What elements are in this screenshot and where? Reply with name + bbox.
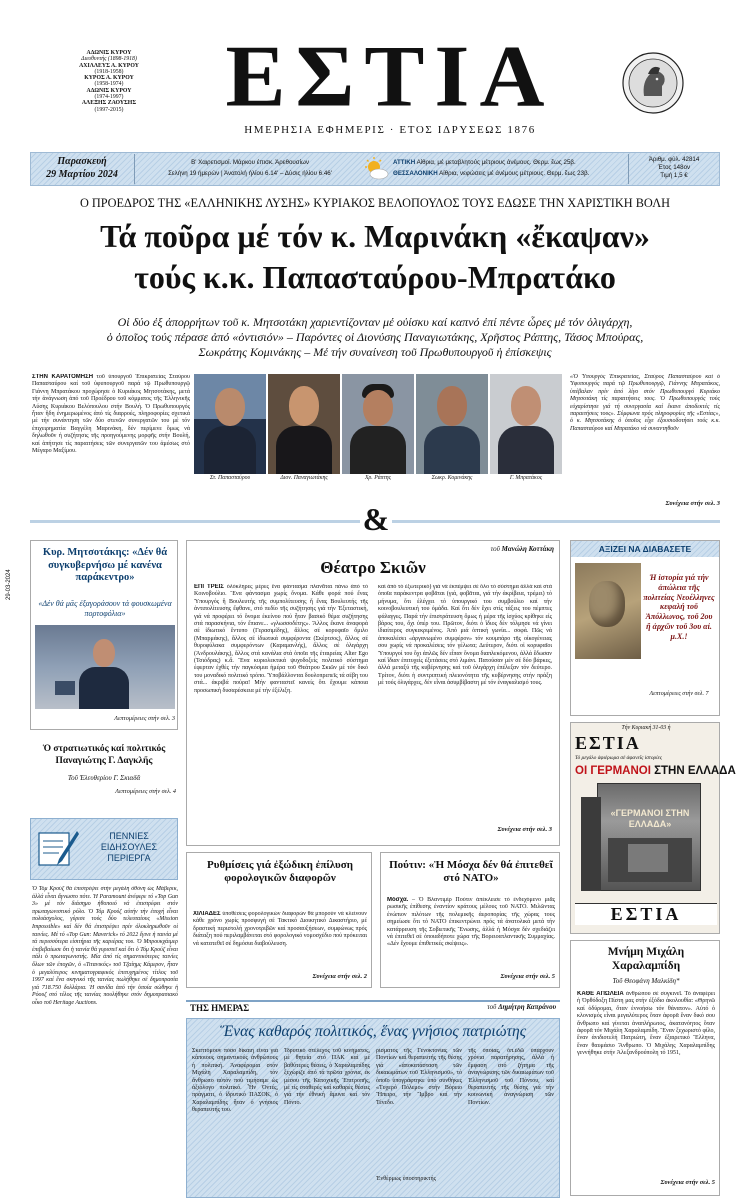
issue-price: Τιμή 1,5 € (660, 172, 688, 179)
ampersand-divider-left (30, 520, 360, 523)
tis-imeras-title: Ἕνας καθαρός πολιτικός, ἕνας γνήσιος πατριώτης (219, 1023, 527, 1040)
daglis-box (30, 740, 178, 810)
axizei-box (570, 540, 720, 716)
tis-imeras-col-1: Σκεπτόμουν πόσο δίκαιη εἶναι γιά κάποιους σημαντικούς ἀνθρώπους ἡ πολιτική. Ἀναφέρομαι στόν Μιχάλη Χαραλαμπίδη, τόν ἄνθρωπο αὐτόν πού τιμήσαμε ὡς ἀξιόλογο πολιτικό. Ἦν Ὀντές, πράγματι, ὁ ἱδρυτικό ΠΑΣΟΚ, ὁ Χαραλαμπίδης ἦταν ὁ γνήσιος θεραπευτής του. (192, 1048, 278, 1114)
caption-4: Σωκρ. Κομινάκης (431, 475, 473, 481)
daglis-more: Λεπτομέρειες στήν σελ. 4 (115, 788, 176, 795)
founder-5-years: (1997-2015) (94, 106, 124, 113)
photo-strip (194, 374, 564, 484)
founder-1: ΑΔΩΝΙΣ ΚΥΡΟΥ (86, 50, 132, 56)
founder-4-years: (1974-1997) (94, 94, 124, 101)
charalampidis-title: Μνήμη Μιχάλη Χαραλαμπίδη (607, 946, 685, 972)
putin-article (387, 897, 555, 971)
fiscal-more: Συνέχεια στήν σελ. 2 (312, 973, 367, 980)
mitsotakis-subtitle: «Δέν θά μᾶς ἐξαγοράσουν τά φουσκωμένα πορτοφόλια» (38, 599, 172, 618)
portrait-bratakos (490, 374, 562, 474)
putin-more: Συνέχεια στήν σελ. 5 (500, 973, 555, 980)
charalampidis-article (577, 991, 715, 1177)
tis-imeras-label: ΤΗΣ ΗΜΕΡΑΣ (190, 1003, 250, 1013)
putin-lead-in: Μόσχα. (387, 897, 409, 903)
theatro-title: Θέατρο Σκιῶν (320, 558, 426, 577)
weather-attica-label: ΑΤΤΙΚΗ (393, 159, 416, 166)
putin-title: Πούτιν: «Ἡ Μόσχα δέν θά ἐπιτεθεῖ στό ΝΑΤΟ» (389, 859, 553, 884)
vertical-date-text: 29-03-2024 (6, 569, 12, 600)
periergeia-text: Ὁ Τόμ Κρούζ θά ἐπιστρέψει στήν μεγάλη ὀθόνη ὡς Μάβερικ, ἀλλά εἶναι ἄγνωστο πότε. Ἡ Paramount ἀνέφερε τό «Top Gun 3» μέ τόν διάσημο ἠθοποιό νά ἐπιστρέφει στόν πρωταγωνιστικό ρόλο. Ὁ Τόμ Κρούζ αὐτήν τήν ἐποχή εἶναι πολυάσχολος, γύρισε τούς δύο τελευταίους «Mission Impossible» καί δέν θά ἐπιστρέψει πρίν ὁλοκληρωθοῦν οἱ ταινίες. Μέ τό «Top Gun: Maverick» τό 2022 ἔγινε ἡ ταινία μέ τά περισσότερα εἰσιτήρια τῆς καριέρας του. Ὁ Μπρουκχάιμερ ἐπιβεβαίωσε ὅτι ἡ ταινία θά γυριστεῖ καί ὅτι ὁ Τόμ Κρούζ εἶναι πάλι ὁ πρωταγωνιστής. Μία ἀπό τίς σημαντικότερες ταινίες ὅλων τῶν ἐποχῶν, ὁ «Τιτανικός» τοῦ Τζαίημς Κάμερον, ἦταν ὁ μεγαλύτερος κινηματογραφικός ἐπιτυχημένος τίτλος τοῦ 1997 καί ἕνα σκηνικό τῆς ταινίας πωλήθηκε σέ δημοπρασία γιά 718.750 δολλάρια. Ἡ σανίδα ἀπό τήν ὁποία σώθηκε ἡ Ρόουζ στό τέλος τῆς ταινίας πουλήθηκε στόν δημοπρασιακό οἶκο τοῦ Heritage Auctions. (32, 886, 178, 1006)
weather-sun-cloud-icon (362, 156, 390, 182)
charalampidis-lead-in: ΚΑΘΕ ΑΠΩΛΕΙΑ (577, 991, 624, 997)
issue-number: Άριθμ. φύλ. 42814 (648, 156, 700, 163)
theatro-col-1 (194, 584, 368, 838)
deck-line-2: ὁ ὁποῖος τούς πέρασε ἀπό «ὀντισιόν» – Παρόντες οἱ Διονύσης Παναγιωτάκης, Χρῆστος Ράπτης, Τάσος Μπούρας, (106, 330, 644, 344)
book-headline-red: ΟΙ ΓΕΡΜΑΝΟΙ (575, 765, 651, 777)
putin-box (380, 852, 560, 988)
theatro-col-1-text: ὁλόκληρες μέρες ἕνα φάντασμα πλανᾶται πάνω ἀπό τό Κοινοβούλιο. Ἕνα φάντασμα χωρίς ὄνομα. Κάθε φορά πού ἕνας Ὑπουργός ἤ Βουλευτής τῆς συμπολίτευσης ἤ ἕνας Βουλευτής τῆς ἀντιπολίτευσης ἔφθανε, στό πεδίο τῆς συζήτησης γιά τήν Ἐξεταστική, γιά νά προφέρει τό ὄνομα ἐκείνου πού ἦταν βασικό θέμα συζήτησης στά παρασκήνια, τόν ἔπιανε... «γλωσσοδέτης». Ἄλλος ἔκανε ἀναφορά σέ ἰδιωτικό ἔντυπο (Γερασιμίδης), ἄλλος σέ κορυφαῖο ὅμιλο (Μπαρμάκης), ἄλλος σέ ἰδιωτικά συμφέροντα (Σκέρτσος), ἄλλος σέ θυροφύλακα συμφερόντων (Καραμανλής), ἄλλος σέ ὀλιγάρχη (Ἀνδρουλάκης), ἄλλος στά κανάλια στά ὁποῖα τῆς ἑταιρείας Alter Ego (Τσιόδρας) κ.ἄ. Ἕνα κυριολεκτικά ψυχοδοξείς πολιτικό σύστημα έφερταν ἐχθές τήν παγκόσμια ἡμέρα τοῦ Θεάτρου Σκιῶν μέ τόν δικό του μοναδικό πολιτικό τρόπο. Ὑποβάλλονται δουλοπρεπεῖς τά σέβη του στά... ἀκριβά πούρα! Μήν φανταστεῖ κανείς ὅτι ἔχουμε κάποια προσωπική δυσαρέσκεια μέ τήν ἐξέλιξη. (194, 584, 368, 694)
periergeia-title: ΠΕΝΝΙΕΣ ΕΙΔΗΣΟΥΛΕΣ ΠΕΡΙΕΡΓΑ (100, 831, 158, 863)
book-bottom-masthead: ΕΣΤΙΑ (575, 903, 717, 925)
daglis-author: Τοῦ Ἐλευθερίου Γ. Σκιαδᾶ (67, 774, 141, 782)
founder-2-years: (1918-1958) (94, 68, 124, 75)
book-cover-title: «ΓΕΡΜΑΝΟΙ ΣΤΗΝ ΕΛΛΑΔΑ» (610, 808, 690, 829)
athena-seal-icon (622, 52, 684, 114)
tis-imeras-author: Δημήτρη Καπράνου (498, 1003, 556, 1011)
caption-1: Στ. Παπασταύρου (209, 475, 251, 481)
mitsotakis-box (30, 540, 178, 730)
kicker: Ο ΠΡΟΕΔΡΟΣ ΤΗΣ «ΕΛΛΗΝΙΚΗΣ ΛΥΣΗΣ» ΚΥΡΙΑΚΟΣ ΒΕΛΟΠΟΥΛΟΣ ΤΟΥΣ ΕΔΩΣΕ ΤΗΝ ΧΑΡΙΣΤΙΚΗ ΒΟΛΗ (79, 196, 671, 210)
vertical-date (6, 530, 16, 610)
portrait-raptis (342, 374, 414, 474)
portrait-papastavrou (194, 374, 266, 474)
ampersand-divider-right (392, 520, 720, 523)
founder-2: ΑΧΙΛΛΕΥΣ Α. ΚΥΡΟΥ (79, 62, 139, 69)
issue-info (630, 156, 718, 180)
axizei-title: ΑΞΙΖΕΙ ΝΑ ΔΙΑΒΑΣΕΤΕ (571, 541, 719, 557)
fiscal-box (186, 852, 372, 988)
pen-icon (37, 829, 81, 869)
book-promo (570, 722, 736, 934)
portrait-panagiotakis (268, 374, 340, 474)
fiscal-title: Ρυθμίσεις γιά ἐξώδικη ἐπίλυση φορολογικῶν διαφορῶν (207, 859, 353, 884)
book-tagline: Τό μεγάλο ἀφιέρωμα σέ ἀφανεῖς ἱστορίες (575, 755, 662, 761)
ampersand: & (362, 501, 390, 537)
tis-imeras-col-3: ρίσματος τῆς Γενοκτονίας τῶν Ποντίων καί θεραπευτής τῆς θέσης γιά «ἀποκατάσταση τῶν δικαιωμάτων τοῦ Ἑλληνισμοῦ», τό ὁποῖο ὑπογράφτηκε ὑπό συνθήκες «Τυχερό Πόλεμο» στήν Βόρειο Ἤπειρο, τήν Ἴμβρο καί τήν Τένεδο. (376, 1048, 462, 1106)
lead-lead-in: ΣΤΗΝ ΚΑΡΑΤΟΜΗΣΗ (32, 374, 94, 380)
lead-continue: Συνέχεια στήν σελ. 3 (665, 500, 720, 507)
info-day: Παρασκευή (57, 156, 107, 167)
book-cover (597, 783, 701, 891)
tis-imeras-byline (380, 1003, 556, 1011)
theatro-author-pre: τοῦ (490, 545, 500, 553)
caption-2: Διον. Παναγιωτάκης (280, 475, 328, 481)
caption-3: Χρ. Ράπτης (364, 475, 391, 481)
tis-imeras-author-pre: τοῦ (487, 1003, 497, 1011)
putin-text: – Ὁ Βλαντιμίρ Πούτιν ἀπέκλεισε τό ἐνδεχόμενο μιᾶς ρωσικῆς ἐπίθεσης ἐναντίον κράτους μέλους τοῦ ΝΑΤΟ. Μιλῶντας ἐνώπιον πιλότων τῆς πολεμικῆς ἀεροπορίας τῆς χώρας τους σημείωσε ὅτι τό ΝΑΤΟ ἐπικεντρώνει πρός τά ἀνατολικά μετά τήν κατάρρευση τῆς Σοβιετικῆς Ἕνωσης, ἀλλά ἡ Μόσχα δέν σχεδιάζει νά ἐπιτεθεῖ σέ ὁποιαδήποτε χώρα τῆς Βορειοατλαντικῆς Συμμαχίας. «Δέν ἔχουμε ἐπιθετικές σκέψεις». (387, 897, 555, 948)
daglis-title: Ὁ στρατιωτικός καί πολιτικός Παναγιώτης Γ. Δαγκλῆς (42, 744, 166, 766)
axizei-more: Λεπτομέρειες στήν σελ. 7 (649, 691, 709, 697)
theatro-col-2: καί ἀπό τό ἐξωτερικό) γιά νά ἐκπέμψει σέ ὅλο τό σύστημα ἀλλά καί στά ὁποῖα παράκεντρα φοβᾶται (γιά, φοβᾶται, γιά τήν ἀκρίβεια, τρέμει) τό μήνυμα, ὅτι ἐλέγχει τό ὑπουργικό του συμβούλιο καί τήν κοινοβουλευτική του ὁμάδα. Καί ὅτι δέν ἔχει στίς τάξεις του πέμπτες φάλαγγες. Παρά τήν ἐπιστράτευση ὅμως ἡ μέρα τῆς ἰσχύος κρίθηκε εἰς βάρος του, ὄχι ὑπέρ του. Πρῶτον, διότι ὁ ἴδιος δέν τόλμησε νά γίνει ἰδιαίτερος συγκεκριμένος. Ἀπό μιά ὁπτική γωνία... σοφά. Πῶς νά ἀποκαλέσει «ἀργανωμένο συμφέρον» τόν κουμπάρο τῆς οἰκογένειας σου χωρίς νά προκαλέσεις τόν γέλωτα; Δεύτερον, διότι οἱ κορυφαῖοι Ὑπουργοί του ὄχι ἁπλῶς δέν εἶπαν ὄνομα διαπλεκόμενου, ἀλλά ἔδωσαν καί ἴδιαν ἐπιτυχείς ἐξετάσεις στό λιμάνι. Πατούσαν μέν σέ δύο βάρκες, ἀλλά μεταξύ τῆς κυβέρνησης καί τοῦ ὀλιγάρχη ἐπέλεξαν τόν δεύτερο. Τρίτον, διότι ἡ συντριπτική πλειονότητα τῆς κυβέρνησης στήν πράξη μέ τούς ὀλιγάρχες, δέν εἶναι ἀσυμβίβαστη μέ τόν ἐναγκαλισμό τους. (378, 584, 552, 687)
headline-line-2: τούς κ.κ. Παπασταύρου-Μπρατάκο (134, 259, 616, 295)
weather-thess-text: Αίθρια, νεφώσεις μέ άνέμους μέτριους. Θερμ. ἕως 23β. (439, 170, 590, 177)
deck-line-1: Οἱ δύο ἐξ ἀπορρήτων τοῦ κ. Μητσοτάκη χαριεντίζονταν μέ οὐίσκυ καί καπνό ἐπί πέντε ὧρες μέ τόν ὀλιγάρχη, (117, 315, 633, 329)
lead-text: τοῦ ὑπουργοῦ Ἐπικρατείας Σταύρου Παπασταύρου καί τοῦ ὑφυπουργοῦ παρά τῷ Πρωθυπουργῷ Γιάννη Μπρατάκου προχώρησε ὁ Κυριάκος Μητσοτάκης, μετά τήν ἀνάγνωση ἀπό τοῦ Προέδρου τοῦ κόμματος τῆς Ἑλληνικῆς Λύσης Κυριάκου Βελόπουλου στήν Βουλή. Ὁ Πρωθυπουργός ἦταν ἤδη ἐνημερωμένος ἀπό τίς διαρροές, πληροφορίες σχετικά μέ τήν συνάντηση τῶν δύο στενῶν συνεργατῶν του μέ τόν ἐπιχειρηματία Βαγγέλη Μαρινάκη, δέν περίμενε ὅμως νά δηλωθοῦν ἡ συζήτησις τῆς προηγούμενης μορφῆς στήν Βουλή, καί ἀπήτησε τίς παραιτήσεις τῶν συνεργατῶν του ἀμέσως στό Μέγαρο Μαξίμου. (32, 374, 190, 455)
theatro-more: Συνέχεια στήν σελ. 3 (497, 826, 552, 833)
weather-attica-text: Αίθρια, μέ μεταβλητούς μέτριους άνέμους. Θερμ. ἕως 25β. (416, 159, 576, 166)
book-label: Τήν Κυριακή 31-03 ἡ (621, 725, 671, 731)
apollo-head-photo (575, 563, 641, 659)
weather-attica (393, 159, 625, 166)
tis-imeras-col-2: Ἱδρυτικό στέλεχος τοῦ κινήματος, μέ θητεία στό ΠΑΚ καί μέ βαθύτερες θέσεις, ὁ Χαραλαμπίδης ξεχώριζε ἀπό τά πρῶτα χρόνια, ἐκ μέσου τῆς Κατοχικῆς Ἐπιτροπῆς, μέ τίς σταθερές καί καθαρές θέσεις γιά τήν ἐθνική ἄμυνα καί τόν Πόντο. (284, 1048, 370, 1106)
mitsotakis-more: Λεπτομέρειες στήν σελ. 3 (114, 715, 175, 722)
info-saints: Β' Χαιρετισμοί. Μάρκου έπισκ. Άρεθουσίων (191, 159, 309, 166)
charalampidis-author: Τοῦ Θεοφάνη Μαλκίδη* (612, 977, 680, 985)
founder-1-note: Διευθυντής (1898-1918) (81, 56, 137, 63)
fiscal-text: ὑποθέσεις φορολογικών διαφορών θά μπορούν νά κλείνουν κάθε χρόνο χωρίς προσφυγή σέ Τακτικό Διοικητικό Δικαστήριο, μέ δραστική περιστολή χρονοτριβῶν καί προσαυξήσεων, συμφώνως πρός διάταξη πού περιλαμβάνεται στό φορολογικό νομοσχέδιο πού πρόκειται νά κατατεθεῖ σέ δημόσια διαβούλευση. (193, 911, 367, 947)
founders-list (44, 50, 174, 113)
founder-4: ΑΔΩΝΙΣ ΚΥΡΟΥ (86, 87, 132, 94)
tis-imeras-col-4: τῆς ὁποίας, ὅπ.ἐδῶ ὑπάρχουν χρόνια παρατήρησης, ἀλλά ἡ ἔμφαση στό ζήτημα τῆς ἀναγνώρισης τῶν δικαιωμάτων τοῦ Ἑλληνισμοῦ τοῦ Πόντου, καί θεραπευτής τῆς θέσης γιά τήν κοινωνική ἀναγνώριση τῶν Ποντίων. (468, 1048, 554, 1106)
issue-year: Έτος 148ον (657, 164, 691, 171)
axizei-text: Ἡ ἱστορία γιά τήν ἀπώλεια τῆς πολιτείας Νεοέλληνες κεφαλή τοῦ Ἀπόλλωνος, τοῦ 2ου ἤ ἀρχῶν τοῦ 3ου αἰ. μ.Χ.! (643, 573, 715, 641)
periergeia-header (30, 818, 178, 880)
founder-3-years: (1958-1974) (94, 81, 124, 88)
theatro-lead-in: ΕΠΙ ΤΡΕΙΣ (194, 584, 224, 590)
tis-imeras-rule (186, 1000, 560, 1002)
weather-thess (393, 170, 625, 177)
tis-imeras-more: Ἐνθέρμως ὑποστηρικτής (376, 1176, 436, 1182)
deck-line-3: Σωκράτης Κομινάκης – Μέ τήν συναίνεση τοῦ Πρωθυπουργοῦ ἡ ἐπίσκεψις (198, 345, 552, 359)
masthead-subtitle: ΗΜΕΡΗΣΙΑ ΕΦΗΜΕΡΙΣ · ΕΤΟΣ ΙΔΡΥΣΕΩΣ 1876 (244, 124, 536, 136)
fiscal-lead-in: ΧΙΛΙΑΔΕΣ (193, 911, 221, 917)
lead-article (32, 374, 190, 486)
fiscal-article (193, 911, 367, 971)
masthead-title: ΕΣΤΙΑ (225, 27, 555, 126)
book-cover-shadow (581, 797, 601, 891)
headline-line-1: Τά ποῦρα μέ τόν κ. Μαρινάκη «ἔκαψαν» (100, 218, 650, 254)
book-headline-black: ΣΤΗΝ ΕΛΛΑΔΑ (654, 765, 736, 777)
book-masthead: ΕΣΤΙΑ (575, 733, 641, 753)
caption-5: Γ. Μπρατάκος (509, 475, 543, 481)
info-sun: Σελήνη 19 ήμερών | Άνατολή ήλίου 6.14' – Δύσις ήλίου 6.46' (168, 170, 332, 177)
portrait-kominakis (416, 374, 488, 474)
mitsotakis-title: Κυρ. Μητσοτάκης: «Δέν θά συγκυβερνήσω μέ κανένα παράκεντρο» (42, 547, 168, 583)
founder-5: ΑΛΕΞΗΣ ΖΑΟΥΣΗΣ (81, 100, 137, 107)
theatro-author: Μανώλη Κοττάκη (501, 545, 554, 553)
weather-thess-label: ΘΕΣΣΑΛΟΝΙΚΗ (393, 170, 438, 177)
book-headline (575, 765, 736, 777)
founder-3: ΚΥΡΟΣ Α. ΚΥΡΟΥ (84, 75, 134, 82)
charalampidis-text: ἀνθρώπου σέ συγκινεῖ. Τό ἀναφέρει ἡ Ὀρθόδοξη Πίστη μας στήν ἐξόδιο ἀκολουθία: «Θρηνῶ καί ὀδύρομαι, ὅταν ἐννοήσω τόν θάνατον». Αὐτό ὁ κλονισμός εἶναι μεγαλύτερος ὅταν ἀφορᾶ ἕναν δικό σου ἄνθρωπο καί γίνεται ἀναπλήρωτος, ἀκατανόητος ὅταν ἀφορᾶ τόν Μιχάλη Χαραλαμπίδη. Ἕναν ξεχωριστό φίλο, ἕναν ἀνιδιοτελή Πατριώτη, ἕναν ἐξαιρετικό Ἕλληνα, ἕναν θαυμάσιο Ἄνθρωπο. Ὁ Μιχάλης Χαραλαμπίδης γεννήθηκε στήν Ἀλεξανδρούπολη τό 1951, (577, 991, 715, 1057)
lead-quote-right: «Ὁ Ὑπουργός Ἐπικρατείας, Σταύρος Παπασταύρου καί ὁ Ὑφυπουργός παρά τῷ Πρωθυπουργῷ, Γιάννης Μπρατάκος, ὑπέβαλαν πρίν ἀπό λίγο στόν Πρωθυπουργό Κυριάκο Μητσοτάκη τίς παραιτήσεις τους. Ὁ Πρωθυπουργός τούς εὐχαρίστησε γιά τή συνεργασία καί ἔκανε ἀποδεκτές τίς παραιτήσεις τους». Σύμφωνα πρός πληροφορίες τῆς «Εστίας», ὁ κ. Μητσοτάκης ὁ ὁποῖος εἶχε ἐξουσιοδοτήσει τούς κ.κ. Παπασταύρου καί Μπρατάκο νά συναντηθοῦν (570, 374, 720, 432)
deck (30, 315, 720, 360)
charalampidis-box (570, 940, 720, 1196)
info-date: 29 Μαρτίου 2024 (46, 169, 118, 180)
charalampidis-more: Συνέχεια στήν σελ. 5 (660, 1179, 715, 1186)
mitsotakis-photo (35, 625, 175, 709)
theatro-byline (420, 545, 554, 553)
